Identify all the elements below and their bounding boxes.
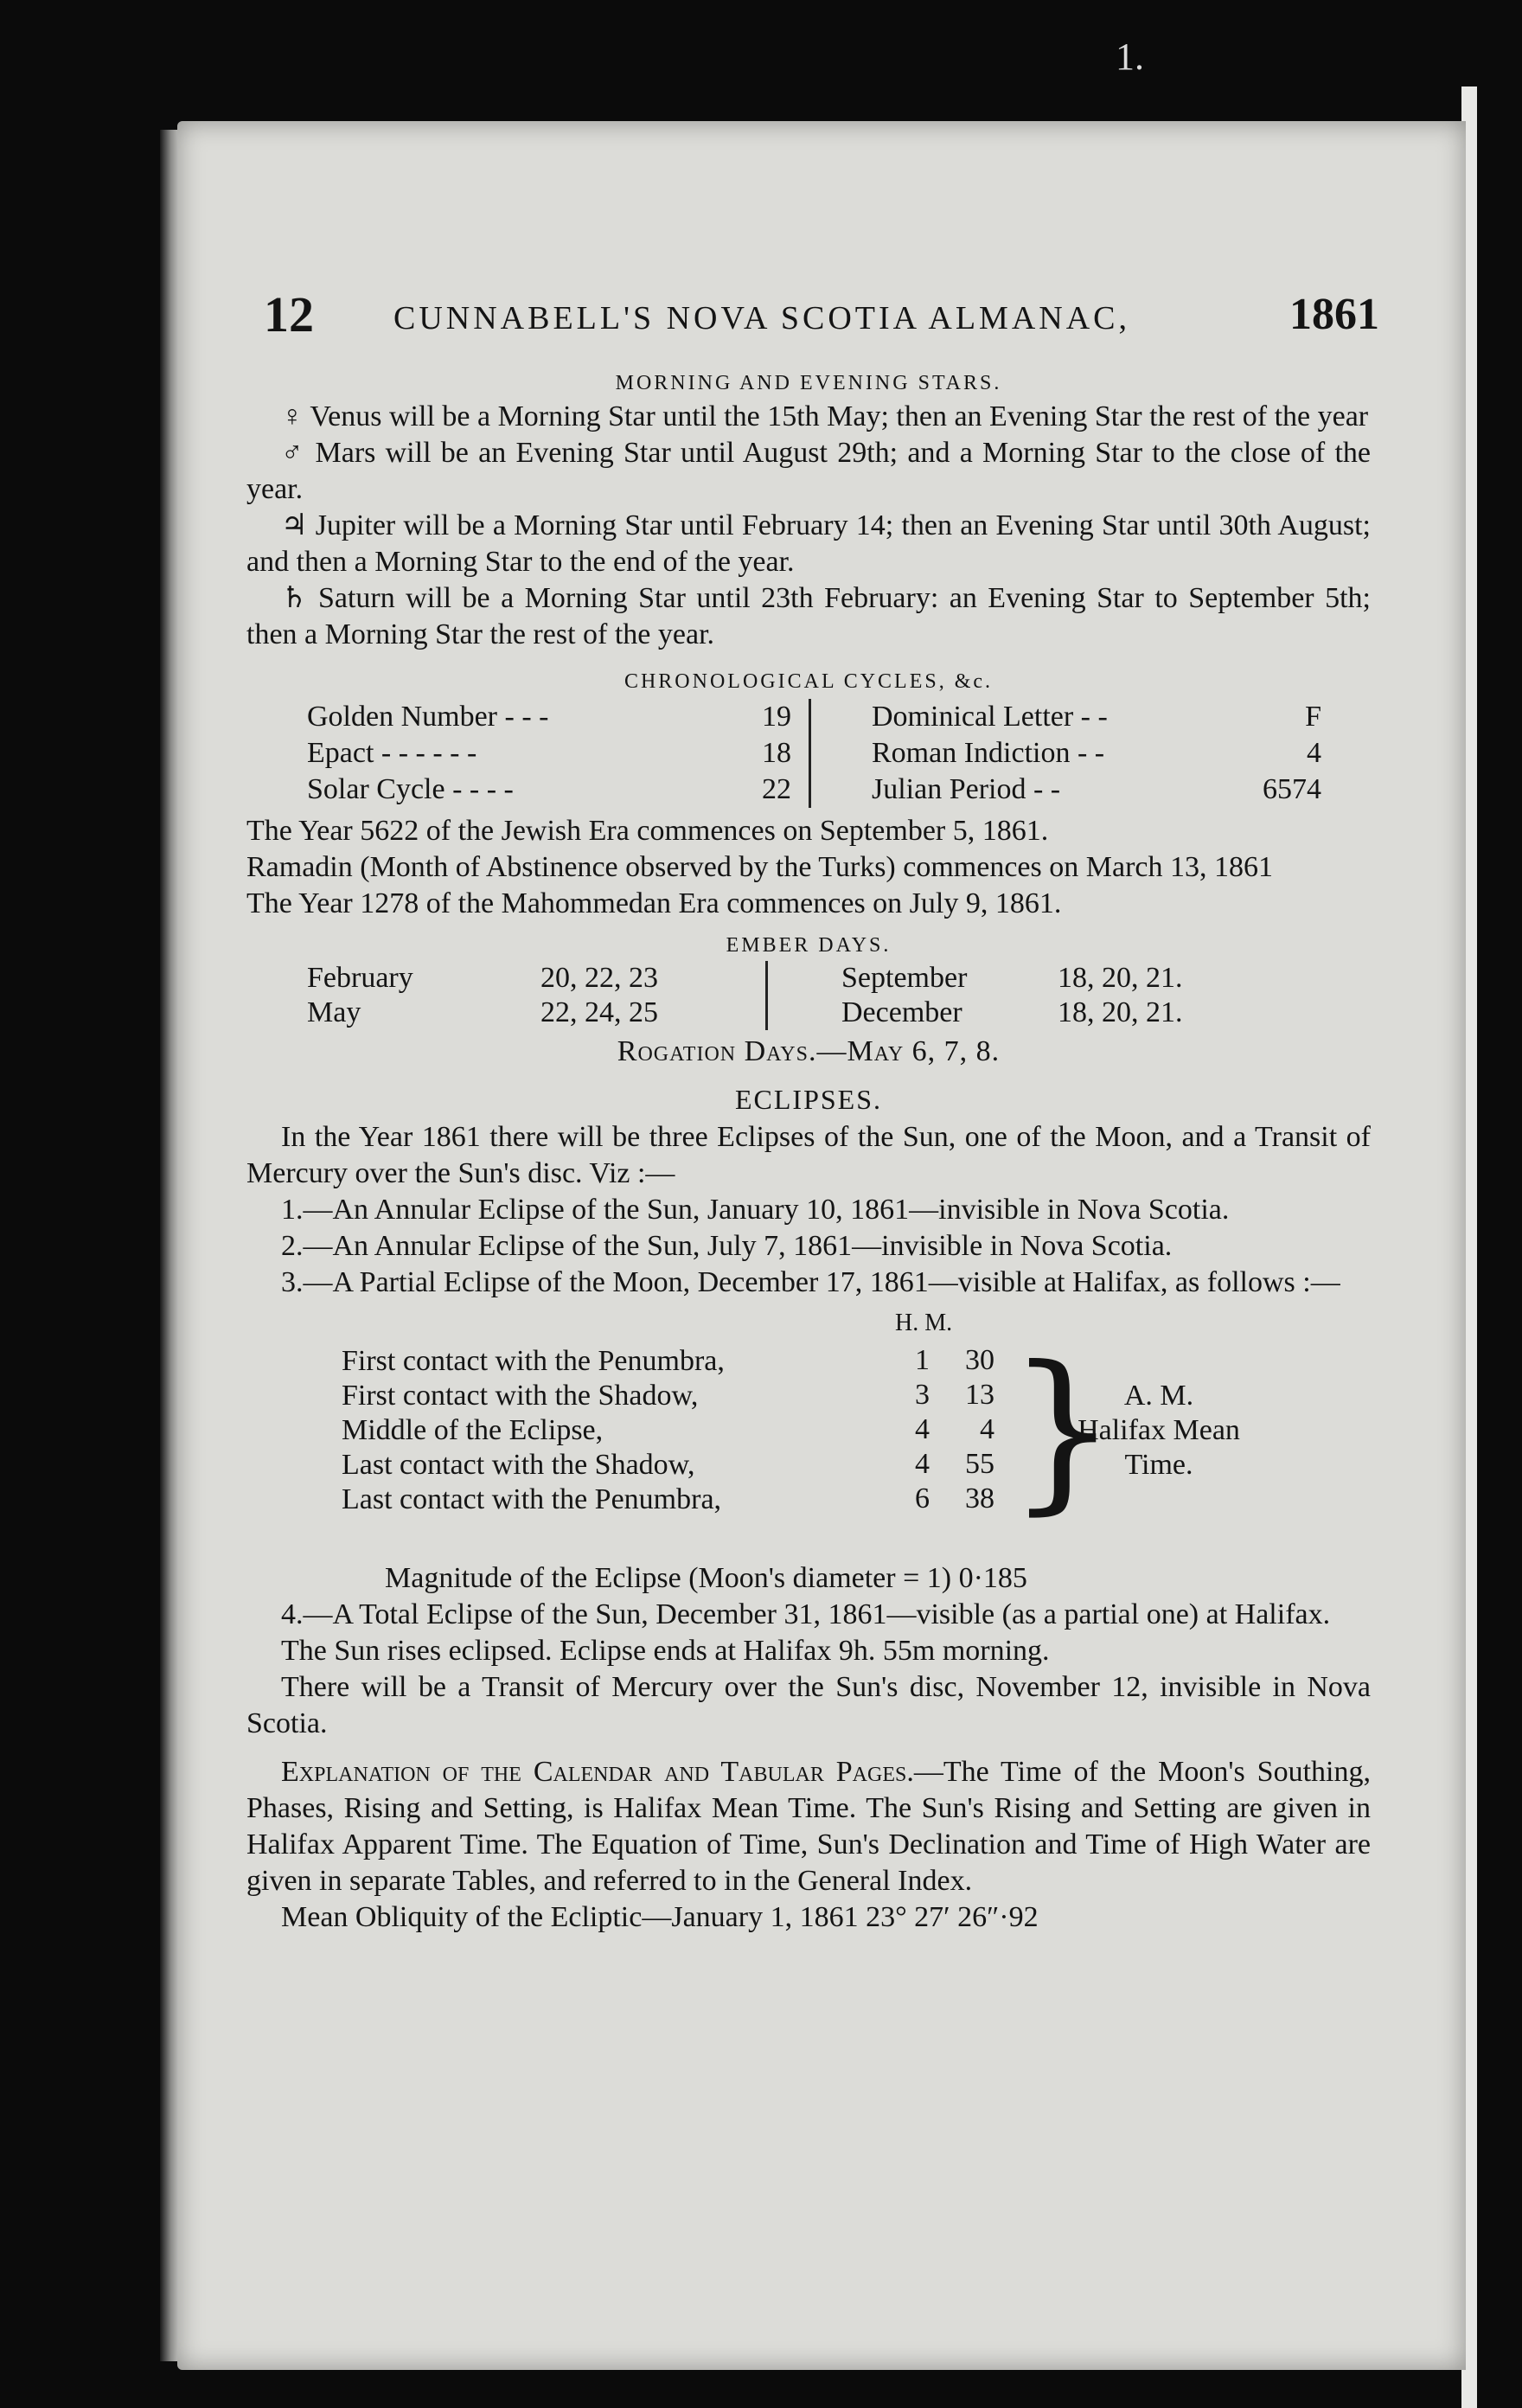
- explanation-paragraph: [246, 1754, 1371, 1899]
- contact-minute: 55: [965, 1448, 994, 1480]
- morning-evening-heading: MORNING AND EVENING STARS.: [615, 372, 1002, 394]
- mars-paragraph: ♂ Mars will be an Evening Star until August 29th; and a Morning Star to the close of the year.: [246, 437, 1371, 505]
- contact-hour: 1: [915, 1344, 930, 1376]
- ember-left-column: [307, 961, 768, 1030]
- page-number: 12: [264, 286, 314, 343]
- cycle-row: [872, 699, 1321, 735]
- cycle-row: [307, 772, 791, 808]
- jewish-era: The Year 5622 of the Jewish Era commences on September 5, 1861.: [246, 815, 1049, 847]
- cycle-value: 18: [762, 737, 791, 769]
- ember-month: December: [841, 996, 962, 1028]
- cycle-label: Golden Number - - -: [307, 701, 549, 733]
- cycle-value: 4: [1307, 737, 1321, 769]
- ember-days: 20, 22, 23: [540, 962, 658, 994]
- cycle-label: Epact - - - - - -: [307, 737, 477, 769]
- time-note-line: Halifax Mean: [1078, 1414, 1240, 1446]
- rogation-days: Rogation Days.—May 6, 7, 8.: [617, 1035, 1001, 1067]
- time-note: [1051, 1379, 1267, 1483]
- ember-heading: EMBER DAYS.: [726, 934, 892, 957]
- mercury-transit: There will be a Transit of Mercury over the Sun's disc, November 12, invisible in Nova Scotia.: [246, 1671, 1371, 1739]
- cycles-left-column: [307, 699, 811, 808]
- contact-hour: 4: [915, 1448, 930, 1480]
- cycle-value: 6574: [1263, 773, 1321, 805]
- page-content: [246, 363, 1371, 1936]
- contact-label: Last contact with the Penumbra,: [342, 1483, 722, 1515]
- header-year: 1861: [1289, 290, 1379, 339]
- ramadin: Ramadin (Month of Abstinence observed by the Turks) commences on March 13, 1861: [246, 851, 1273, 883]
- ember-days: 22, 24, 25: [540, 996, 658, 1028]
- time-note-line: A. M.: [1123, 1380, 1194, 1412]
- ember-row: [841, 961, 1183, 996]
- contact-label: First contact with the Penumbra,: [342, 1345, 725, 1377]
- ember-month: February: [307, 962, 413, 994]
- cycle-label: Julian Period - -: [872, 773, 1061, 805]
- eclipse-magnitude: Magnitude of the Eclipse (Moon's diameter = 1) 0·185: [385, 1562, 1027, 1594]
- cycle-label: Roman Indiction - -: [872, 737, 1105, 769]
- saturn-paragraph: ♄ Saturn will be a Morning Star until 23th February: an Evening Star to September 5th; then a Morning Star the rest of the year.: [246, 582, 1371, 650]
- explanation-label: Explanation of the Calendar and Tabular Pages.: [281, 1756, 914, 1788]
- venus-paragraph: ♀ Venus will be a Morning Star until the 15th May; then an Evening Star the rest of the year: [281, 400, 1369, 432]
- cycle-row: [307, 735, 791, 772]
- almanac-page: [177, 121, 1466, 2370]
- cycle-value: 19: [762, 701, 791, 733]
- cycles-table: [307, 699, 1371, 808]
- eclipse-2: 2.—An Annular Eclipse of the Sun, July 7, 1861—invisible in Nova Scotia.: [281, 1230, 1173, 1262]
- eclipses-heading: ECLIPSES.: [734, 1084, 883, 1115]
- eclipses-intro: In the Year 1861 there will be three Eclipses of the Sun, one of the Moon, and a Transit of Mercury over the Sun's disc. Viz :—: [246, 1121, 1371, 1189]
- cycles-right-column: [811, 699, 1321, 808]
- ember-row: [841, 996, 1183, 1030]
- page-header: [264, 285, 1379, 355]
- cycle-row: [307, 699, 791, 735]
- eclipse-1: 1.—An Annular Eclipse of the Sun, January 10, 1861—invisible in Nova Scotia.: [281, 1194, 1230, 1226]
- contact-label: Last contact with the Shadow,: [342, 1449, 695, 1481]
- contact-hour: 4: [915, 1413, 930, 1445]
- cycle-value: 22: [762, 773, 791, 805]
- ember-days: 18, 20, 21.: [1058, 962, 1183, 994]
- ember-month: September: [841, 962, 968, 994]
- cycles-heading: CHRONOLOGICAL CYCLES, &c.: [624, 670, 994, 693]
- right-brace-icon: }: [1007, 1329, 1118, 1531]
- ember-table: [307, 961, 1371, 1030]
- eclipse-3: 3.—A Partial Eclipse of the Moon, December 17, 1861—visible at Halifax, as follows :—: [281, 1266, 1340, 1298]
- cycle-label: Dominical Letter - -: [872, 701, 1108, 733]
- jupiter-paragraph: ♃ Jupiter will be a Morning Star until February 14; then an Evening Star until 30th August; and then a Morning Star to the end of the year.: [246, 509, 1371, 578]
- contact-minute: 38: [965, 1483, 994, 1515]
- contact-hour: 3: [915, 1379, 930, 1411]
- mahommedan-era: The Year 1278 of the Mahommedan Era commences on July 9, 1861.: [246, 887, 1062, 919]
- contact-minute: 13: [965, 1379, 994, 1411]
- corner-mark: 1.: [1116, 35, 1144, 78]
- explanation-text: —The Time of the Moon's Southing, Phases, Rising and Setting, is Halifax Mean Time. The Sun's Rising and Setting are given in Halifax Apparent Time. The Equation of Time, Sun's Declination and Time of High Water are given in separate Tables, and referred to in the General Index.: [246, 1756, 1371, 1897]
- contact-hour: 6: [915, 1483, 930, 1515]
- ecliptic-obliquity: Mean Obliquity of the Ecliptic—January 1, 1861 23° 27′ 26″·92: [281, 1901, 1039, 1933]
- cycle-row: [872, 735, 1321, 772]
- cycle-label: Solar Cycle - - - -: [307, 773, 514, 805]
- running-title: CUNNABELL'S NOVA SCOTIA ALMANAC,: [393, 300, 1131, 336]
- time-note-line: Time.: [1124, 1449, 1193, 1481]
- contact-minute: 30: [965, 1344, 994, 1376]
- ember-right-column: [768, 961, 1183, 1030]
- ember-days: 18, 20, 21.: [1058, 996, 1183, 1028]
- contact-minute: 4: [980, 1413, 994, 1445]
- cycle-value: F: [1305, 701, 1321, 733]
- eclipse-4: 4.—A Total Eclipse of the Sun, December 31, 1861—visible (as a partial one) at Halifax.: [281, 1598, 1331, 1630]
- contacts-table: [342, 1310, 1371, 1560]
- ember-row: [307, 996, 765, 1030]
- hm-header: H. M.: [895, 1310, 953, 1336]
- contact-label: First contact with the Shadow,: [342, 1380, 699, 1412]
- ember-month: May: [307, 996, 361, 1028]
- sun-rises-eclipsed: The Sun rises eclipsed. Eclipse ends at Halifax 9h. 55m morning.: [281, 1635, 1050, 1667]
- cycle-row: [872, 772, 1321, 808]
- contact-label: Middle of the Eclipse,: [342, 1414, 604, 1446]
- ember-row: [307, 961, 765, 996]
